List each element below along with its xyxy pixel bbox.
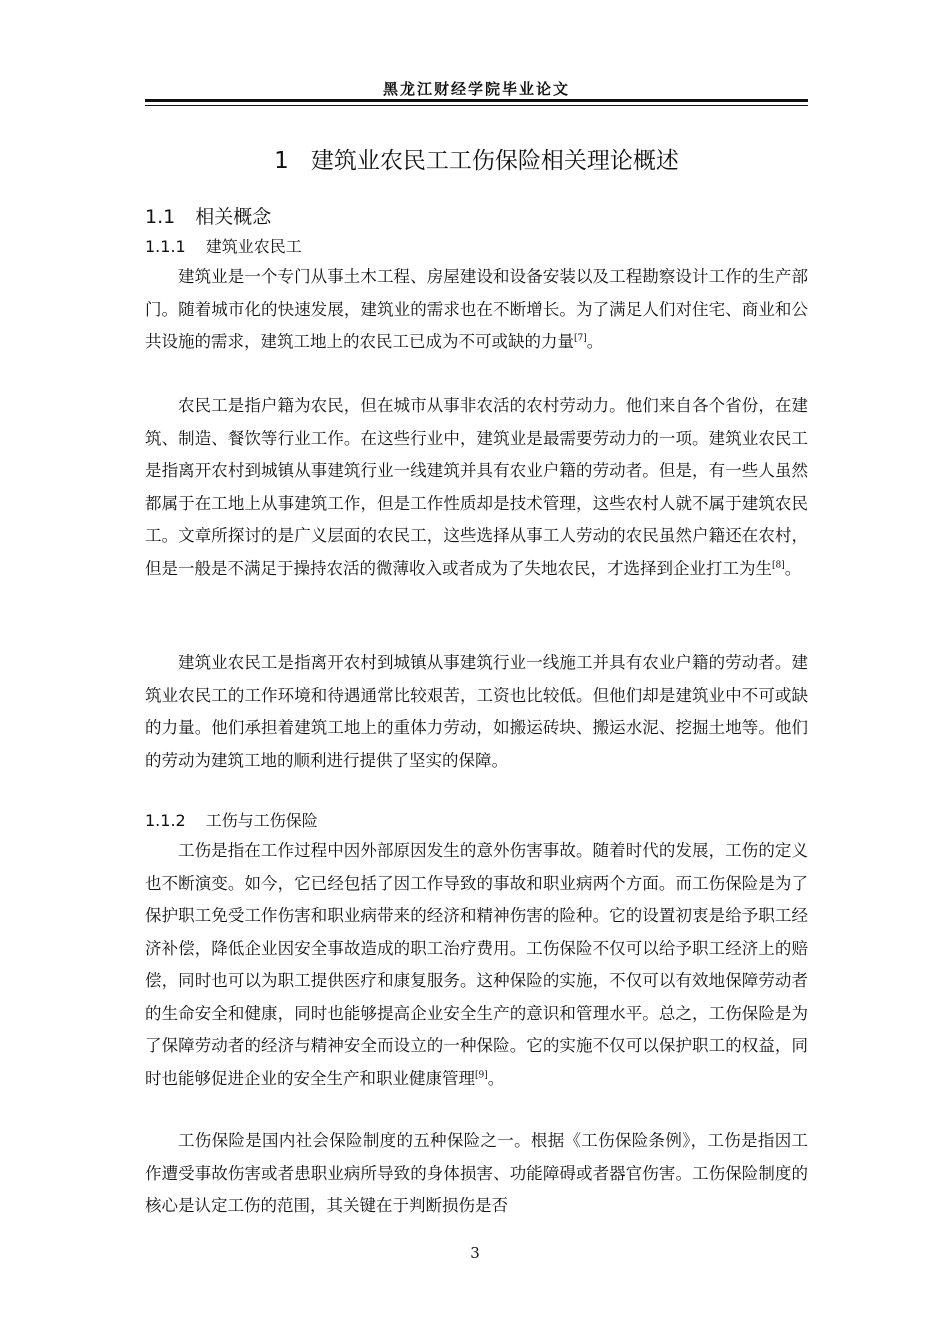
chapter-title-text: 建筑业农民工工伤保险相关理论概述 — [310, 148, 679, 174]
subsection-title: 建筑业农民工 — [205, 237, 302, 256]
paragraph: 农民工是指户籍为农民，但在城市从事非农活的农村劳动力。他们来自各个省份，在建筑、制造、餐饮等行业工作。在这些行业中，建筑业是最需要劳动力的一项。建筑业农民工是指离开农村到城镇从事建筑行业一线建筑并具有农业户籍的劳动者。但是，有一些人虽然都属于在工地上从事建筑工作，但是工作性质却是技术管理，这些农村人就不属于建筑农民工。文章所探讨的是广义层面的农民工，这些选择从事工人劳动的农民虽然户籍还在农村，但是一般是不满足于操持农活的微薄收入或者成为了失地农民，才选择到企业打工为生[8]。 — [145, 396, 808, 578]
header-rule-thin — [145, 105, 808, 106]
running-header: 黑龙江财经学院毕业论文 — [382, 80, 570, 98]
subsection-title: 工伤与工伤保险 — [205, 811, 318, 830]
subsection-heading-1 — [145, 234, 302, 257]
section-heading — [145, 202, 271, 229]
page-number: 3 — [470, 1244, 480, 1262]
chapter-title — [145, 142, 808, 175]
paragraph: 工伤保险是国内社会保险制度的五种保险之一。根据《工伤保险条例》，工伤是指因工作遭受事故伤害或者患职业病所导致的身体损害、功能障碍或者器官伤害。工伤保险制度的核心是认定工伤的范围，其关键在于判断损伤是否 — [145, 1131, 808, 1215]
chapter-number: 1 — [274, 148, 289, 174]
section-number: 1.1 — [145, 206, 176, 228]
section-title: 相关概念 — [195, 206, 272, 228]
citation: [9] — [475, 1070, 488, 1080]
header-rule-thick — [145, 99, 808, 102]
citation: [7] — [574, 333, 587, 344]
subsection-number: 1.1.1 — [145, 237, 186, 256]
paragraph: 建筑业农民工是指离开农村到城镇从事建筑行业一线施工并具有农业户籍的劳动者。建筑业农民工的工作环境和待遇通常比较艰苦，工资也比较低。但他们却是建筑业中不可或缺的力量。他们承担着建筑工地上的重体力劳动，如搬运砖块、搬运水泥、挖掘土地等。他们的劳动为建筑工地的顺利进行提供了坚实的保障。 — [145, 653, 808, 770]
paragraph: 工伤是指在工作过程中因外部原因发生的意外伤害事故。随着时代的发展，工伤的定义也不断演变。如今，它已经包括了因工作导致的事故和职业病两个方面。而工伤保险是为了保护职工免受工作伤害和职业病带来的经济和精神伤害的险种。它的设置初衷是给予职工经济补偿，降低企业因安全事故造成的职工治疗费用。工伤保险不仅可以给予职工经济上的赔偿，同时也可以为职工提供医疗和康复服务。这种保险的实施，不仅可以有效地保障劳动者的生命安全和健康，同时也能够提高企业安全生产的意识和管理水平。总之，工伤保险是为了保障劳动者的经济与精神安全而设立的一种保险。它的实施不仅可以保护职工的权益，同时也能够促进企业的安全生产和职业健康管理[9]。 — [145, 841, 808, 1088]
paragraph: 建筑业是一个专门从事土木工程、房屋建设和设备安装以及工程勘察设计工作的生产部门。随着城市化的快速发展，建筑业的需求也在不断增长。为了满足人们对住宅、商业和公共设施的需求，建筑工地上的农民工已成为不可或缺的力量[7]。 — [145, 267, 808, 351]
citation: [8] — [772, 560, 785, 570]
subsection-number: 1.1.2 — [145, 811, 186, 830]
subsection-heading-2 — [145, 808, 318, 831]
